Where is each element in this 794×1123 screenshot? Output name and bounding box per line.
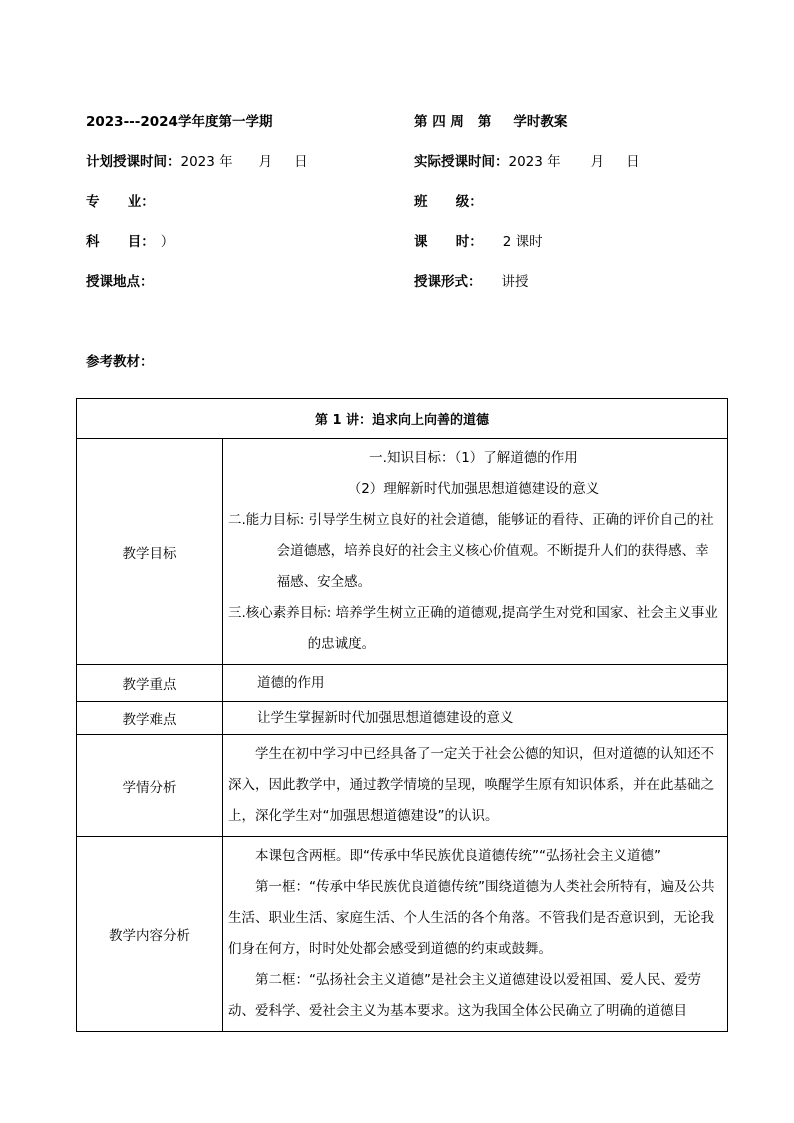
content-analysis-frame-1: 第一框：“传承中华民族优良道德传统”围绕道德为人类社会所特有，遍及公共生活、职业生活、家庭生活、个人生活的各个角落。不管我们是否意识到，无论我们身在何方，时时处处都会感受到道德的约束或鼓舞。 (228, 879, 715, 957)
row-label-content-analysis: 教学内容分析 (77, 837, 223, 1032)
hours-field: 课 时： 2 课时 (414, 234, 543, 250)
key-points-content: 道德的作用 (223, 665, 728, 702)
row-label-difficulties: 教学难点 (77, 702, 223, 735)
student-analysis-content (223, 735, 728, 837)
planned-time: 计划授课时间：2023 年 月 日 (86, 154, 308, 170)
knowledge-objective-1: 一.知识目标：（1）了解道德的作用 (369, 450, 578, 466)
content-analysis-content (223, 837, 728, 1032)
content-analysis-frame-2: 第二框：“弘扬社会主义道德”是社会主义道德建设以爱祖国、爱人民、爱劳动、爱科学、爱社会主义为基本要求。这为我国全体公民确立了明确的道德目 (228, 972, 701, 1019)
table-row (77, 702, 728, 735)
row-label-student-analysis: 学情分析 (77, 735, 223, 837)
table-row (77, 837, 728, 1032)
table-row (77, 439, 728, 665)
row-label-key-points: 教学重点 (77, 665, 223, 702)
term-heading: 2023---2024学年度第一学期 (86, 114, 273, 130)
student-analysis-text: 学生在初中学习中已经具备了一定关于社会公德的知识，但对道德的认知还不深入，因此教学中，通过教学情境的呈现，唤醒学生原有知识体系，并在此基础之上，深化学生对“加强思想道德建设”的认识。 (228, 746, 714, 824)
knowledge-objective-2: （2）理解新时代加强思想道德建设的意义 (347, 481, 600, 497)
form-field: 授课形式： 讲授 (414, 274, 529, 290)
difficulties-content: 让学生掌握新时代加强思想道德建设的意义 (223, 702, 728, 735)
row-label-objectives: 教学目标 (77, 439, 223, 665)
actual-time: 实际授课时间：2023 年 月 日 (414, 154, 640, 170)
class-field: 班 级： (414, 194, 483, 210)
week-session-heading: 第 四 周 第 学时教案 (414, 114, 568, 130)
lesson-title: 第 1 讲：追求向上向善的道德 (77, 399, 728, 439)
content-analysis-intro: 本课包含两框。即“传承中华民族优良道德传统”“弘扬社会主义道德” (255, 848, 661, 864)
table-row (77, 735, 728, 837)
subject-field: 科 目： ） (86, 234, 175, 250)
ability-objective: 二.能力目标: 引导学生树立良好的社会道德，能够证的看待、正确的评价自己的社会道德感，培养良好的社会主义核心价值观。不断提升人们的获得感、幸福感、安全感。 (228, 512, 714, 590)
major-field: 专 业： (86, 194, 155, 210)
table-row (77, 665, 728, 702)
core-literacy-objective: 三.核心素养目标: 培养学生树立正确的道德观,提高学生对党和国家、社会主义事业的忠诚度。 (228, 605, 718, 652)
objectives-content (223, 439, 728, 665)
table-title-row (77, 399, 728, 439)
location-field: 授课地点： (86, 274, 154, 290)
lesson-plan-table (76, 398, 728, 1032)
textbook-field: 参考教材： (86, 354, 154, 370)
